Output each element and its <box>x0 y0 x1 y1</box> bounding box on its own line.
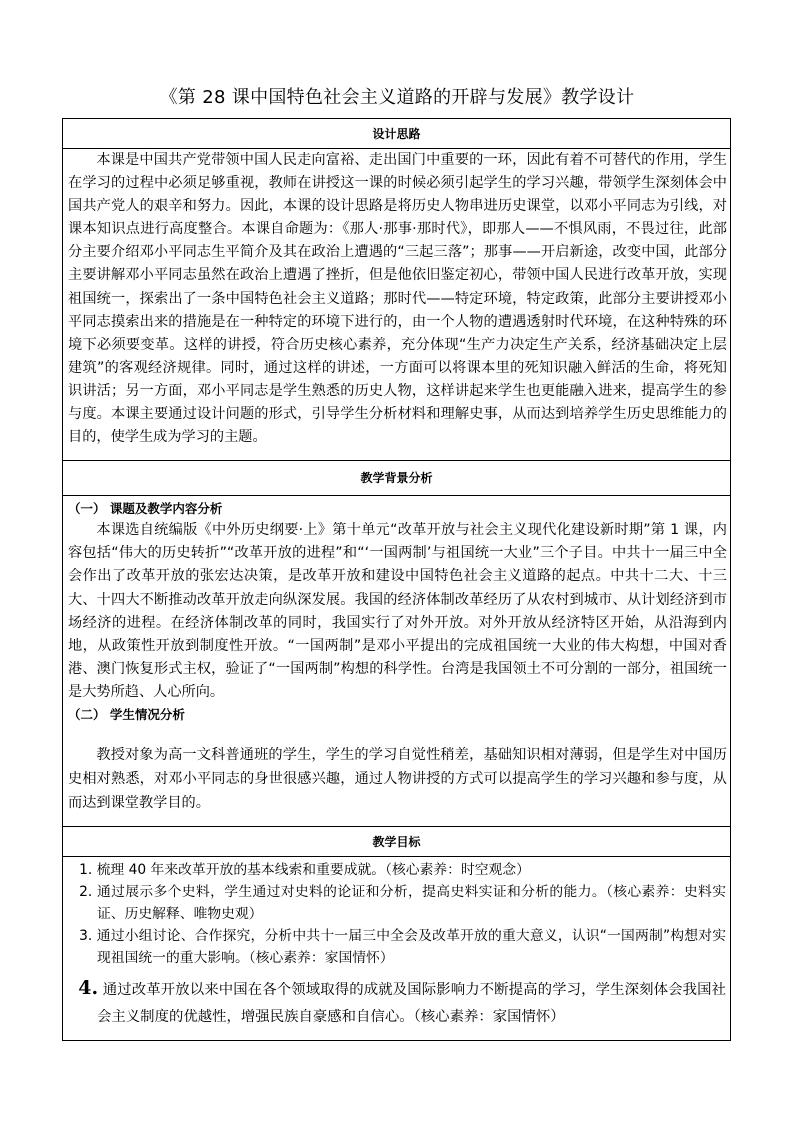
design-header-row <box>63 119 731 149</box>
design-header: 设计思路 <box>372 126 421 141</box>
objectives-header-row <box>63 827 731 857</box>
objective-item-2: 2. 通过展示多个史料，学生通过对史料的论证和分析，提高史料实证和分析的能力。（核心素养：史料实证、历史解释、唯物史观） <box>79 884 726 922</box>
content-analysis-title: （一） 课题及教学内容分析 <box>68 501 223 516</box>
student-analysis-text: 教授对象为高一文科普通班的学生，学生的学习自觉性稍差，基础知识相对薄弱，但是学生对中国历史相对熟悉，对邓小平同志的身世很感兴趣，通过人物讲授的方式可以提高学生的学习兴趣和参与度，从而达到课堂教学目的。 <box>68 746 727 811</box>
objective-item-4-text: 通过改革开放以来中国在各个领域取得的成就及国际影响力不断提高的学习，学生深刻体会我国社会主义制度的优越性，增强民族自豪感和自信心。（核心素养：家国情怀） <box>97 982 726 1025</box>
student-analysis-title: （二） 学生情况分析 <box>68 706 185 722</box>
design-paragraph: 本课是中国共产党带领中国人民走向富裕、走出国门中重要的一环，因此有着不可替代的作用，学生在学习的过程中必须足够重视，教师在讲授这一课的时候必须引起学生的学习兴趣，带领学生深刻体会中国共产党人的艰辛和努力。因此，本课的设计思路是将历史人物串进历史课堂，以邓小平同志为引线，对课本知识点进行高度整合。本课自命题为：《那人·那事·那时代》，即那人——不惧风雨，不畏过往，此部分主要介绍邓小平同志生平简介及其在政治上遭遇的“三起三落”；那事——开启新途，改变中国，此部分主要讲解邓小平同志虽然在政治上遭遇了挫折，但是他依旧鉴定初心，带领中国人民进行改革开放，实现祖国统一，探索出了一条中国特色社会主义道路；那时代——特定环境，特定政策，此部分主要讲授邓小平同志摸索出来的措施是在一种特定的环境下进行的，由一个人物的遭遇透射时代环境，在这种特殊的环境下必须要变革。这样的讲授，符合历史核心素养，充分体现“生产力决定生产关系，经济基础决定上层建筑”的客观经济规律。同时，通过这样的讲述，一方面可以将课本里的死知识融入鲜活的生命，将死知识讲活；另一方面，邓小平同志是学生熟悉的历史人物，这样讲起来学生也更能融入进来，提高学生的参与度。本课主要通过设计问题的形式，引导学生分析材料和理解史事，从而达到培养学生历史思维能力的目的，使学生成为学习的主题。 <box>68 152 727 446</box>
design-content-row <box>63 149 731 461</box>
objective-item-4 <box>63 975 730 1031</box>
objectives-header: 教学目标 <box>372 834 421 849</box>
objectives-content-row <box>63 857 731 1041</box>
background-header: 教学背景分析 <box>360 471 433 485</box>
objective-item-4-number: 4. <box>78 977 99 999</box>
background-header-row <box>63 461 731 496</box>
lesson-plan-table <box>62 118 731 1041</box>
objective-item-3: 3. 通过小组讨论、合作探究，分析中共十一届三中全会及改革开放的重大意义，认识“一国两制”构想对实现祖国统一的重大影响。（核心素养：家国情怀） <box>79 928 726 966</box>
objective-item-1: 1. 梳理 40 年来改革开放的基本线索和重要成就。（核心素养：时空观念） <box>79 862 530 878</box>
document-title: 《第 28 课中国特色社会主义道路的开辟与发展》教学设计 <box>159 87 635 108</box>
background-content-row <box>63 496 731 827</box>
content-analysis-text: 本课选自统编版《中外历史纲要·上》第十单元“改革开放与社会主义现代化建设新时期”第 1 课，内容包括“伟大的历史转折”“改革开放的进程”和“‘一国两制’与祖国统一大业”三个子目。中共十一届三中全会作出了改革开放的张宏达决策，是改革开放和建设中国特色社会主义道路的起点。中共十二大、十三大、十四大不断推动改革开放走向纵深发展。我国的经济体制改革经历了从农村到城市、从计划经济到市场经济的进程。在经济体制改革的同时，我国实行了对外开放。对外开放从经济特区开始，从沿海到内地，从政策性开放到制度性开放。“一国两制”是邓小平提出的完成祖国统一大业的伟大构想，中国对香港、澳门恢复形式主权，验证了“一国两制”构想的科学性。台湾是我国领土不可分割的一部分，祖国统一是大势所趋、人心所向。 <box>68 522 727 701</box>
